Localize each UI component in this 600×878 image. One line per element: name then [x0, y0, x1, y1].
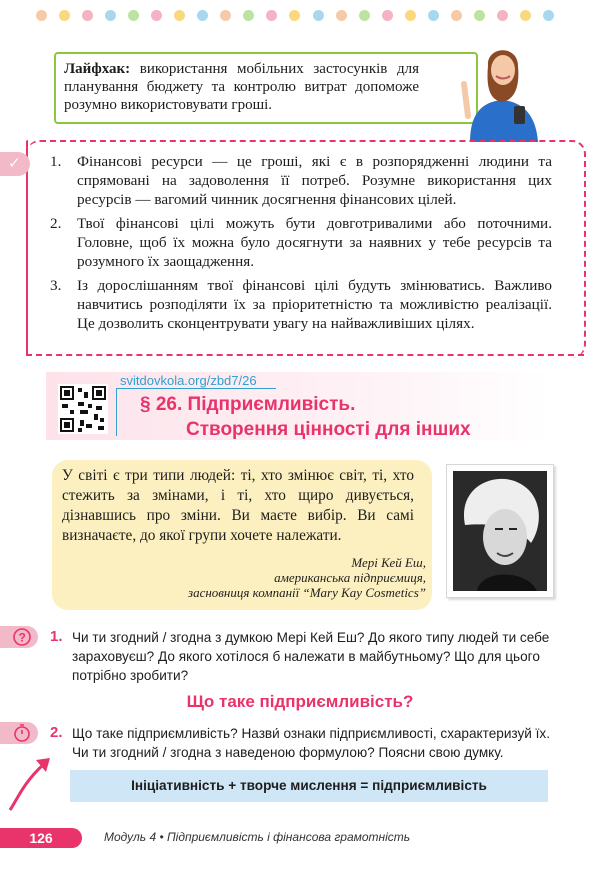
decorative-dot [336, 10, 347, 21]
question-mark-icon [0, 626, 38, 648]
quote-author-name: Мері Кей Еш, [351, 555, 426, 570]
question-2-text: Що таке підприємливість? Назви́ ознаки підприємливості, схарактеризуй їх. Чи ти згодний / згодна з наведеною формулою? Поясни свою думку. [72, 726, 551, 760]
decorative-dot [313, 10, 324, 21]
formula-box: Ініціативність + творче мислення = підприємливість [70, 770, 548, 802]
decorative-dot [105, 10, 116, 21]
decorative-dots-row [36, 10, 566, 22]
stopwatch-icon [0, 722, 38, 744]
paragraph-title-line-2: Створення цінності для інших [186, 419, 471, 440]
decorative-dot [359, 10, 370, 21]
lifehack-box [54, 52, 478, 124]
summary-frame-bottom [26, 354, 584, 356]
check-icon: ✓ [8, 154, 21, 172]
decorative-dot [128, 10, 139, 21]
quote-author-company: засновниця компанії “Mary Kay Cosmetics” [188, 585, 426, 600]
decorative-dot [59, 10, 70, 21]
online-resource-link[interactable]: svitdovkola.org/zbd7/26 [120, 373, 257, 388]
decorative-dot [36, 10, 47, 21]
summary-item-number: 2. [50, 215, 62, 232]
decorative-dot [405, 10, 416, 21]
decorative-dot [243, 10, 254, 21]
decorative-dot [428, 10, 439, 21]
question-1-number: 1. [50, 628, 63, 645]
decorative-dot [451, 10, 462, 21]
decorative-dot [266, 10, 277, 21]
question-icon-tab [0, 626, 38, 648]
timer-icon-tab [0, 722, 38, 744]
summary-item-2 [50, 214, 552, 271]
pointing-arrow-icon [6, 752, 58, 812]
summary-item-text: Фінансові ресурси — це гроші, які є в розпорядженні людини та спрямовані на задоволення її потреб. Розумне використання цих ресурсів — вагомий чинник досягнення фінансових цілей. [77, 153, 552, 208]
decorative-dot [82, 10, 93, 21]
decorative-dot [382, 10, 393, 21]
decorative-dot [197, 10, 208, 21]
quote-text: У світі є три типи людей: ті, хто змінює світ, ті, хто стежить за змінами, і ті, хто щиро дивується, дізнавшись про зміни. Ви маєте вибір. Ви самі визначаєте, до якої групи хочете належати. [62, 467, 414, 544]
page-number: 126 [0, 828, 82, 848]
summary-item-text: Твої фінансові цілі можуть бути довготривалими або поточними. Головне, щоб їх можна було досягнути за наявних у тебе ресурсів та розумного їх заощадження. [77, 215, 552, 270]
summary-list [50, 152, 552, 338]
girl-with-phone-illustration [460, 36, 544, 142]
summary-item-1 [50, 152, 552, 209]
question-2-number: 2. [50, 724, 63, 741]
decorative-dot [151, 10, 162, 21]
quote-author-role: американська підприємиця, [274, 570, 426, 585]
lifehack-body: використання мобільних застосунків для планування бюджету та контролю витрат допоможе розумно використовувати гроші. [64, 61, 419, 113]
question-1-text: Чи ти згодний / згодна з думкою Мері Кей Еш? До якого типу людей ти себе зараховуєш? До якого хотілося б належати в майбутньому? Що для цього потрібно зробити? [72, 630, 550, 683]
paragraph-title-line-1: § 26. Підприємливість. [140, 394, 356, 415]
footer-module-title: Модуль 4 • Підприємливість і фінансова грамотність [104, 830, 411, 844]
svg-text:?: ? [18, 630, 26, 645]
decorative-dot [520, 10, 531, 21]
decorative-dot [289, 10, 300, 21]
qr-code-icon[interactable] [58, 384, 108, 434]
summary-item-text: Із дорослішанням твої фінансові цілі будуть змінюватись. Важливо навчитись розподіляти їх за пріоритетністю та можливістю реалізації. Це дозволить сконцентрувати увагу на найважливіших цілях. [77, 277, 552, 332]
quote-author [62, 555, 426, 600]
decorative-dot [474, 10, 485, 21]
section-subheading: Що таке підприємливість? [186, 692, 414, 711]
decorative-dot [497, 10, 508, 21]
summary-check-tab [0, 152, 30, 176]
link-underline [116, 388, 276, 389]
summary-item-3 [50, 276, 552, 333]
summary-item-number: 1. [50, 153, 62, 170]
lifehack-text [64, 60, 419, 114]
lifehack-label: Лайфхак: [64, 61, 131, 77]
decorative-dot [220, 10, 231, 21]
summary-item-number: 3. [50, 277, 62, 294]
decorative-dot [174, 10, 185, 21]
decorative-dot [543, 10, 554, 21]
link-bracket [116, 388, 117, 436]
portrait-photo [446, 464, 554, 598]
